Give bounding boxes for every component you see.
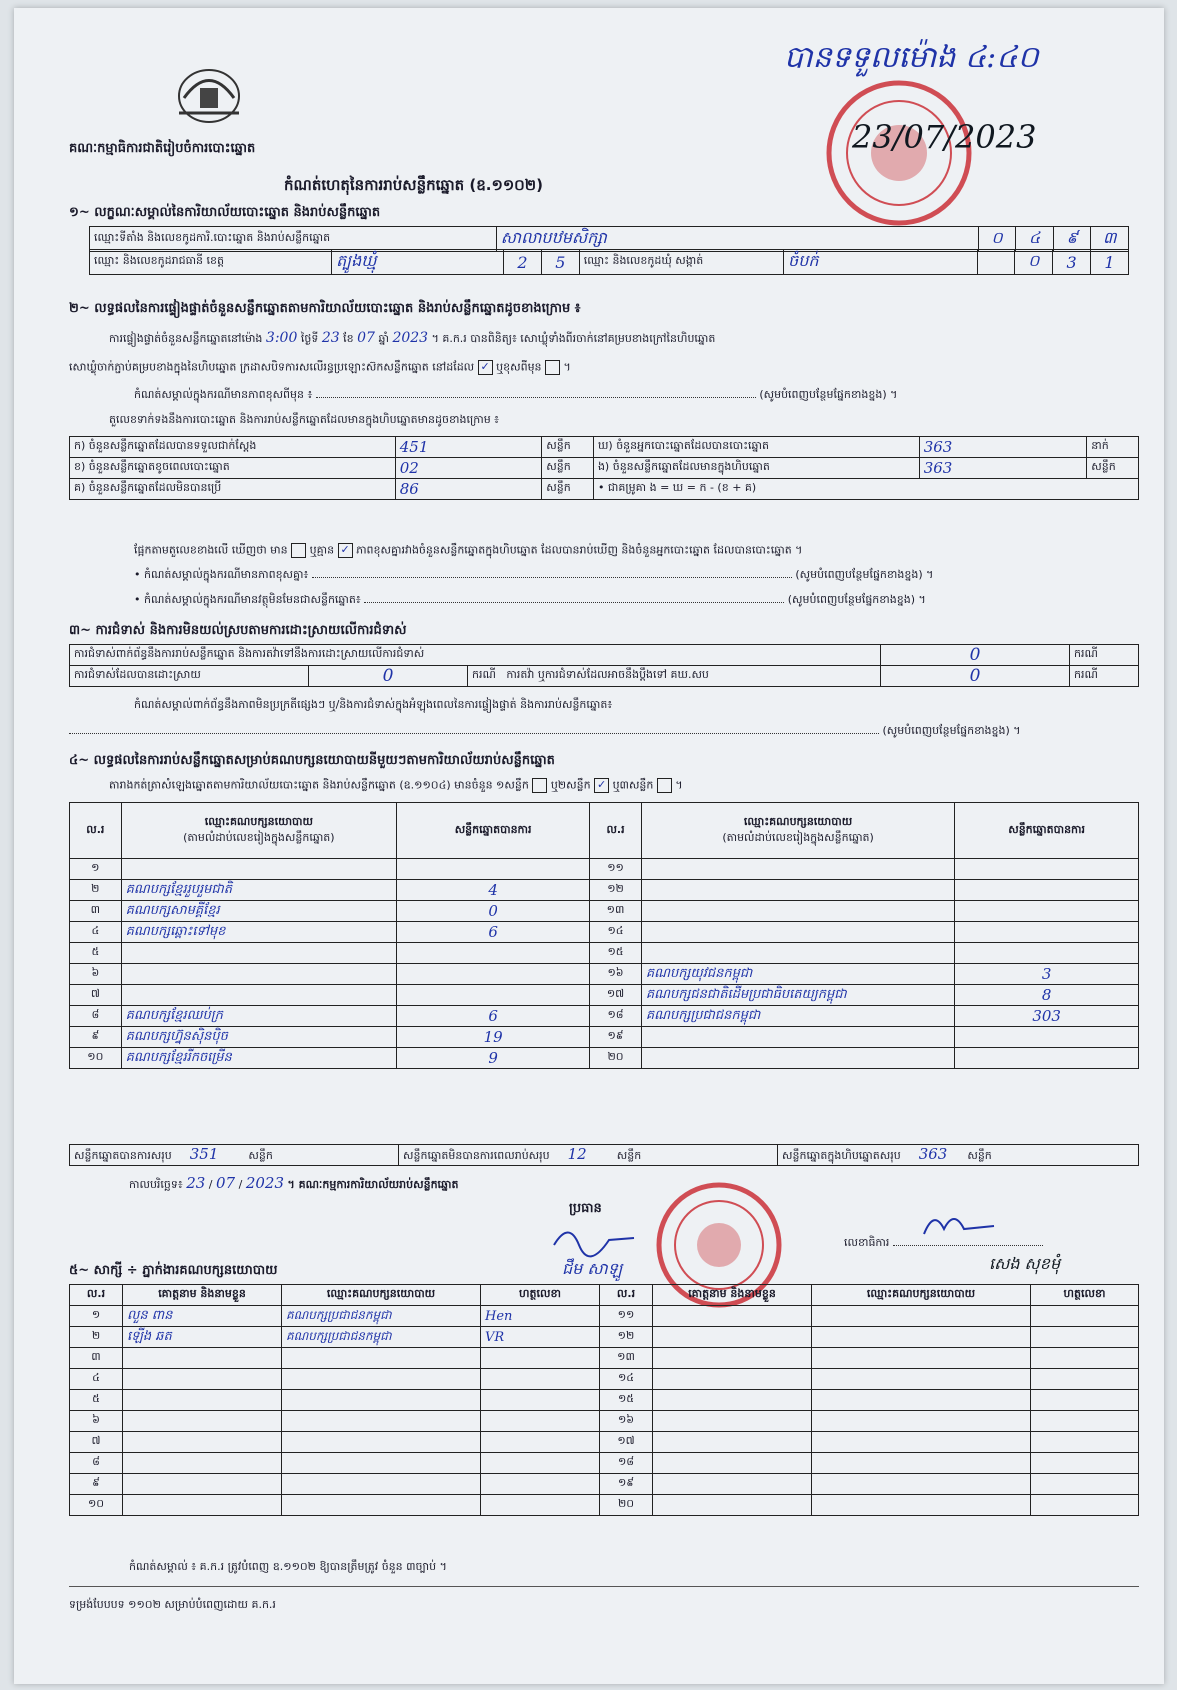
col-party-header: ឈ្មោះគណបក្សនយោបាយ [812,1285,1031,1306]
total-box-value: 363 [918,1145,948,1163]
irregularity-note: កំណត់សម្គាល់ពាក់ព័ន្ធនឹងភាពមិនប្រក្រតីផ្សេងៗ ឬ/និងការជំទាស់ក្នុងអំឡុងពេលនៃការផ្ទៀងផ្ទាត់ និងការរាប់សន្លឹកឆ្នោត៖ [134,698,613,711]
party-votes: 8 [955,985,1139,1006]
verification-text-end: ។ គ.ក.រ បានពិនិត្យ៖ សោឃ្លុំទាំងពីរចាក់នៅគម្របខាងក្រៅនៃហិបឆ្នោត [431,332,716,345]
witness-party [282,1348,481,1369]
col-no-header: ល.រ [70,1285,123,1306]
row-number: ៧ [70,1432,123,1453]
party-name: គណបក្សខ្មែររីកចម្រើន [121,1048,396,1069]
witness-name [123,1432,282,1453]
row-number: ១០ [70,1495,123,1516]
row-number: ១ [70,859,122,880]
party-votes [955,922,1139,943]
month-label: ខែ [343,332,354,345]
witness-name [653,1369,812,1390]
witness-name [123,1474,282,1495]
party-votes [955,1027,1139,1048]
witness-party [812,1432,1031,1453]
row-number: ១៦ [600,1411,653,1432]
col-votes-header: សន្លឹកឆ្នោតបានការ [397,803,590,859]
total-box-cell: សន្លឹកឆ្នោតក្នុងហិបឆ្នោតសរុប 363 សន្លឹក [778,1145,1139,1166]
table-row [70,1474,1139,1495]
witness-name [123,1348,282,1369]
row-number: ៨ [70,1453,123,1474]
party-votes: 0 [397,901,590,922]
table-row [70,1495,1139,1516]
col-name-header: គោត្តនាម និងនាមខ្លួន [653,1285,812,1306]
spoiled-ballots-label: ខ) ចំនួនសន្លឹកឆ្នោតខូចពេលបោះឆ្នោត [70,458,396,479]
table-row [70,1006,1139,1027]
witness-signature [1031,1327,1139,1348]
witness-signature [481,1495,600,1516]
two-sheets-label: ឬ២សន្លឹក [550,778,591,792]
witness-name [653,1348,812,1369]
received-ballots-value: 451 [395,437,542,458]
three-sheets-checkbox[interactable] [657,778,672,793]
location-code-digit: ៩ [1053,227,1091,252]
witness-party: គណបក្សប្រជាជនកម្ពុជា [282,1306,481,1327]
table-row [70,964,1139,985]
unit-label: នាក់ [1087,437,1139,458]
has-difference-label: ផ្អែកតាមតួលេខខាងលើ ឃើញថា មាន [134,543,288,557]
party-votes [397,985,590,1006]
party-name [641,1027,954,1048]
party-name [641,901,954,922]
nec-emblem-icon [164,58,254,128]
formula-label: • ជាគម្រូគា ង = ឃ = ក - (ខ + គ) [593,479,1138,500]
witness-party [812,1327,1031,1348]
unit-label: សន្លឹក [542,479,594,500]
province-label: ឈ្មោះ និងលេខកូដរាជធានី ខេត្ត [90,250,332,275]
one-sheet-checkbox[interactable] [532,778,547,793]
row-number: ១៩ [600,1474,653,1495]
unit-label: ករណី [1070,645,1139,666]
witness-party [282,1453,481,1474]
row-number: ១៣ [600,1348,653,1369]
col-sign-header: ហត្ថលេខា [1031,1285,1139,1306]
seal-text-end: ។ [563,360,571,374]
row-number: ៩ [70,1027,122,1048]
different-checkbox[interactable] [545,360,560,375]
results-table [69,802,1139,1069]
day-label: ថ្ងៃទី [300,332,319,345]
row-number: ២០ [590,1048,642,1069]
table-row [70,943,1139,964]
witness-party [812,1474,1031,1495]
party-votes [397,943,590,964]
row-number: ៨ [70,1006,122,1027]
difference-note-line [134,388,1134,404]
party-name [641,943,954,964]
voters-label: ឃ) ចំនួនអ្នកបោះឆ្នោតដែលបានបោះឆ្នោត [593,437,919,458]
unused-ballots-value: 86 [395,479,542,500]
party-name [641,880,954,901]
witness-name [123,1390,282,1411]
foreign-object-note-line [134,593,1134,609]
fill-more-note: (សូមបំពេញបន្ថែមផ្នែកខាងខ្នង) ។ [787,593,926,606]
party-name [121,943,396,964]
col-name-header: គោត្តនាម និងនាមខ្លួន [123,1285,282,1306]
province-code-digit: 2 [504,250,542,275]
party-votes [955,943,1139,964]
document-title: កំណត់ហេតុនៃការរាប់សន្លឹកឆ្នោត (ឧ.១១០២) [284,176,544,194]
row-number: ៧ [70,985,122,1006]
unit-label: សន្លឹក [1087,458,1139,479]
ballots-in-box-label: ង) ចំនួនសន្លឹកឆ្នោតដែលមានក្នុងហិបឆ្នោត [593,458,919,479]
unit-label: សន្លឹក [542,437,594,458]
witness-signature [1031,1495,1139,1516]
witness-party [812,1306,1031,1327]
witness-name [653,1306,812,1327]
col-no-header: ល.រ [70,803,122,859]
row-number: ១៨ [600,1453,653,1474]
location-code-digit: ៤ [1016,227,1054,252]
total-invalid-value: 12 [567,1145,587,1163]
section4-heading: ៤~ លទ្ធផលនៃការរាប់សន្លឹកឆ្នោតសម្រាប់គណបក្សនយោបាយនីមួយៗតាមការិយាល័យរាប់សន្លឹកឆ្នោត [69,753,555,768]
table-row [70,1027,1139,1048]
province-table [89,249,1129,275]
party-votes: 3 [955,964,1139,985]
witness-party [282,1474,481,1495]
party-votes [955,901,1139,922]
different-label: ឬខុសពីមុន [496,360,542,374]
witness-party [282,1369,481,1390]
col-votes-header: សន្លឹកឆ្នោតបានការ [955,803,1139,859]
table-row [70,859,1139,880]
row-number: ១៦ [590,964,642,985]
witness-signature [1031,1474,1139,1495]
footer-note: កំណត់សម្គាល់ ៖ គ.ក.រ ត្រូវបំពេញ ឧ.១១០២ ឱ្យបានត្រឹមត្រូវ ចំនួន ៣ច្បាប់ ។ [129,1560,447,1573]
col-party-header: ឈ្មោះគណបក្សនយោបាយ (តាមលំដាប់លេខរៀងក្នុងសន្លឹកឆ្នោត) [121,803,396,859]
witness-signature [481,1474,600,1495]
party-votes [955,1048,1139,1069]
foreign-object-note-label: • កំណត់សម្គាល់ក្នុងករណីមានវត្ថុមិនមែនជាសន្លឹកឆ្នោត៖ [134,593,361,606]
witness-party [812,1411,1031,1432]
witness-name [653,1411,812,1432]
witness-party [282,1390,481,1411]
row-number: ១២ [600,1327,653,1348]
chair-label: ប្រធាន [569,1201,602,1216]
party-name: គណបក្សហ្វ៊ុនស៊ិនប៉ិច [121,1027,396,1048]
three-sheets-label: ឬ៣សន្លឹក [612,778,654,792]
commune-code-digit: ០ [1015,250,1053,275]
section5-heading: ៥~ សាក្សី ÷ ភ្នាក់ងារគណបក្សនយោបាយ [69,1263,278,1278]
witness-signature [1031,1411,1139,1432]
table-row [70,1306,1139,1327]
row-number: ២ [70,880,122,901]
party-votes [955,880,1139,901]
table-row [70,1411,1139,1432]
secretary-name: សេង សុខមុំ [989,1254,1061,1273]
row-number: ១៧ [590,985,642,1006]
total-invalid-cell: សន្លឹកឆ្នោតមិនបានការពេលរាប់សរុប 12 សន្លឹក [399,1145,778,1166]
witness-signature: Hen [481,1306,600,1327]
unit-label: ករណី [472,668,496,681]
witness-name: ឡើង ឆត [123,1327,282,1348]
row-number: ១៧ [600,1432,653,1453]
received-note: បានទទួលម៉ោង ៤:៤០ [784,40,1039,75]
total-valid-value: 351 [189,1145,219,1163]
witness-name [123,1453,282,1474]
has-difference-checkbox[interactable] [291,543,306,558]
witness-signature [481,1390,600,1411]
row-number: ៥ [70,943,122,964]
col-party-header: ឈ្មោះគណបក្សនយោបាយ (តាមលំដាប់លេខរៀងក្នុងសន្លឹកឆ្នោត) [641,803,954,859]
witness-party [812,1495,1031,1516]
row-number: ១ [70,1306,123,1327]
signing-month: 07 [216,1174,236,1192]
party-votes [397,859,590,880]
complaints-label: ការជំទាស់ពាក់ព័ន្ធនឹងការរាប់សន្លឹកឆ្នោត និងការតវ៉ាទៅនឹងការដោះស្រាយលើការជំទាស់ [70,645,881,666]
witness-name [123,1495,282,1516]
witness-name [653,1327,812,1348]
tally-sheet-text: តារាងកត់ត្រាសំឡេងឆ្នោតតាមការិយាល័យបោះឆ្នោត និងរាប់សន្លឹកឆ្នោត (ឧ.១១០៤) មានចំនួន ១សន្លឹក [109,778,529,792]
figures-intro: តួលេខទាក់ទងនឹងការបោះឆ្នោត និងការរាប់សន្លឹកឆ្នោតដែលមានក្នុងហិបឆ្នោតមានដូចខាងក្រោម ៖ [109,413,500,426]
seal-text: សោឃ្លុំចាក់ភ្ជាប់គម្របខាងក្នុងនៃហិបឆ្នោត ក្រដាសបិទការសលើរន្ធប្រឡោះស៊កសន្លឹកឆ្នោត នៅដដែល [69,360,475,374]
table-row [70,1390,1139,1411]
appeals-label: ការតវ៉ា ឬការជំទាស់ដែលអាចនឹងប្តឹងទៅ គឃ.សប [506,668,709,681]
unit-label: ករណី [1070,666,1139,687]
province-name: ត្បូងឃ្មុំ [336,251,377,270]
verification-month: 07 [357,330,375,346]
unit-label: សន្លឹក [542,458,594,479]
witness-signature [481,1369,600,1390]
location-name: សាលាបឋមសិក្សា [500,228,607,247]
witness-signature [481,1348,600,1369]
secretary-label: លេខាធិការ [844,1236,890,1249]
row-number: ២០ [600,1495,653,1516]
witness-party [812,1369,1031,1390]
row-number: ១៨ [590,1006,642,1027]
no-difference-label: ឬគ្មាន [309,543,335,557]
fill-more-note: (សូមបំពេញបន្ថែមផ្នែកខាងខ្នង) ។ [882,724,1021,737]
location-label: ឈ្មោះទីតាំង និងលេខកូដការិ.បោះឆ្នោត និងរាប់សន្លឹកឆ្នោត [90,227,497,252]
row-number: ៦ [70,1411,123,1432]
difference-line [134,543,802,560]
ballots-in-box-value: 363 [919,458,1087,479]
ballot-figures-table [69,436,1139,500]
unused-ballots-label: គ) ចំនួនសន្លឹកឆ្នោតដែលមិនបានប្រើ [70,479,396,500]
difference-note-label: កំណត់សម្គាល់ក្នុងករណីមានភាពខុសពីមុន ៖ [134,388,313,401]
witness-signature [1031,1432,1139,1453]
witness-signature: VR [481,1327,600,1348]
witness-party [812,1390,1031,1411]
received-date: 23/07/2023 [852,118,1037,156]
verification-year: 2023 [392,330,429,346]
witness-name [123,1369,282,1390]
row-number: ៤ [70,922,122,943]
verification-text: ការផ្ទៀងផ្ទាត់ចំនួនសន្លឹកឆ្នោតនៅម៉ោង [109,332,263,345]
party-name [641,859,954,880]
party-name [641,922,954,943]
party-votes: 6 [397,1006,590,1027]
complaints-value: 0 [969,645,981,665]
party-name: គណបក្សយុវជនកម្ពុជា [641,964,954,985]
witness-signature [481,1432,600,1453]
commune-label: ឈ្មោះ និងលេខកូដឃុំ សង្កាត់ [579,250,783,275]
commune-name: ចំបក់ [788,251,819,270]
signing-day: 23 [186,1174,206,1192]
witnesses-table [69,1284,1139,1516]
row-number: ១៣ [590,901,642,922]
col-sign-header: ហត្ថលេខា [481,1285,600,1306]
party-votes: 9 [397,1048,590,1069]
table-row [70,1453,1139,1474]
totals-table [69,1144,1139,1166]
location-code-digit: ៣ [1091,227,1129,252]
row-number: ១៥ [600,1390,653,1411]
section3-heading: ៣~ ការជំទាស់ និងការមិនយល់ស្របតាមការដោះស្រាយលើការជំទាស់ [69,623,407,638]
discrepancy-note-label: • កំណត់សម្គាល់ក្នុងករណីមានភាពខុសគ្នា៖ [134,568,309,581]
party-votes: 303 [955,1006,1139,1027]
witness-party [282,1432,481,1453]
commune-code-digit: 1 [1091,250,1129,275]
party-name [121,859,396,880]
verification-paragraph [109,330,1139,348]
row-number: ១៥ [590,943,642,964]
row-number: ៣ [70,901,122,922]
witness-party: គណបក្សប្រជាជនកម្ពុជា [282,1327,481,1348]
party-name: គណបក្សជនជាតិដើមប្រជាធិបតេយ្យកម្ពុជា [641,985,954,1006]
location-code-digit: ០ [978,227,1016,252]
form-label: ទម្រង់បែបបទ ១១០២ សម្រាប់បំពេញដោយ គ.ក.រ [69,1598,276,1611]
col-no-header: ល.រ [600,1285,653,1306]
complaints-table [69,644,1139,687]
witness-signature [1031,1390,1139,1411]
witness-signature [1031,1453,1139,1474]
voters-value: 363 [919,437,1087,458]
chair-signature-icon [549,1220,639,1260]
section2-heading: ២~ លទ្ធផលនៃការផ្ទៀងផ្ទាត់ចំនួនសន្លឹកឆ្នោតតាមការិយាល័យបោះឆ្នោត និងរាប់សន្លឹកឆ្នោតដូចខាងក្រោម ៖ [69,301,581,316]
row-number: ១១ [600,1306,653,1327]
table-row [70,922,1139,943]
two-sheets-checkbox[interactable]: ✓ [594,778,609,793]
row-number: ១៤ [590,922,642,943]
irregularity-fill-line [69,724,1139,740]
row-number: ២ [70,1327,123,1348]
table-row [70,880,1139,901]
witness-signature [481,1453,600,1474]
verification-time: 3:00 [265,330,298,346]
table-row [70,985,1139,1006]
committee-label: ។ គណៈកម្មការការិយាល័យរាប់សន្លឹកឆ្នោត [287,1178,459,1191]
party-votes: 4 [397,880,590,901]
witness-party [812,1453,1031,1474]
witness-name [653,1432,812,1453]
party-name [121,964,396,985]
witness-name [653,1474,812,1495]
witness-name [123,1411,282,1432]
row-number: ១៩ [590,1027,642,1048]
province-code-digit: 5 [541,250,579,275]
party-name: គណបក្សប្រជាជនកម្ពុជា [641,1006,954,1027]
party-name: គណបក្សសាមគ្គីខ្មែរ [121,901,396,922]
fill-more-note: (សូមបំពេញបន្ថែមផ្នែកខាងខ្នង) ។ [795,568,934,581]
row-number: ១០ [70,1048,122,1069]
witness-name [653,1453,812,1474]
same-checkbox[interactable]: ✓ [478,360,493,375]
witness-party [282,1495,481,1516]
org-name: គណៈកម្មាធិការជាតិរៀបចំការបោះឆ្នោត [69,141,256,156]
party-votes [397,964,590,985]
party-name [641,1048,954,1069]
table-row [70,1348,1139,1369]
witness-party [812,1348,1031,1369]
appeals-value: 0 [969,666,981,686]
row-number: ១១ [590,859,642,880]
witness-signature [1031,1369,1139,1390]
witness-name: លួន ពាន [123,1306,282,1327]
date-label: កាលបរិច្ឆេទ៖ [129,1178,183,1191]
discrepancy-note-line [134,568,1134,584]
no-difference-checkbox[interactable]: ✓ [338,543,353,558]
witness-signature [1031,1348,1139,1369]
row-number: ៣ [70,1348,123,1369]
table-row [70,1327,1139,1348]
signing-date-line: កាលបរិច្ឆេទ៖ 23 / 07 / 2023 ។ គណៈកម្មការការិយាល័យរាប់សន្លឹកឆ្នោត [129,1174,459,1192]
party-name [121,985,396,1006]
total-valid-cell: សន្លឹកឆ្នោតបានការសរុប 351 សន្លឹក [70,1145,399,1166]
witness-party [282,1411,481,1432]
row-number: ៩ [70,1474,123,1495]
table-row [70,1369,1139,1390]
resolved-value: 0 [382,666,394,686]
tally-sheet-end: ។ [675,778,683,792]
row-number: ១៤ [600,1369,653,1390]
row-number: ១២ [590,880,642,901]
table-row [70,1432,1139,1453]
commune-code-digit: 3 [1053,250,1091,275]
row-number: ៤ [70,1369,123,1390]
witness-name [653,1390,812,1411]
col-no-header: ល.រ [590,803,642,859]
year-label: ឆ្នាំ [378,332,389,345]
witness-signature [481,1411,600,1432]
difference-text: ភាពខុសគ្នារវាងចំនួនសន្លឹកឆ្នោតក្នុងហិបឆ្នោត ដែលបានរាប់ឃើញ និងចំនួនអ្នកបោះឆ្នោត ដែលបានបោះឆ្នោត ។ [356,543,803,557]
spoiled-ballots-value: 02 [395,458,542,479]
document-page [14,8,1164,1684]
resolved-label: ការជំទាស់ដែលបានដោះស្រាយ [70,666,309,687]
secretary-signature-icon [919,1204,999,1244]
col-party-header: ឈ្មោះគណបក្សនយោបាយ [282,1285,481,1306]
party-votes: 19 [397,1027,590,1048]
witness-name [653,1495,812,1516]
party-name: គណបក្សឆ្ពោះទៅមុខ [121,922,396,943]
row-number: ៥ [70,1390,123,1411]
party-votes [955,859,1139,880]
fill-more-note: (សូមបំពេញបន្ថែមផ្នែកខាងខ្នង) ។ [759,388,898,401]
chair-name: ជឹម សាឡូ [562,1259,623,1278]
party-name: គណបក្សខ្មែរឈប់ក្រ [121,1006,396,1027]
table-row [70,1048,1139,1069]
signing-year: 2023 [245,1174,284,1192]
received-ballots-label: ក) ចំនួនសន្លឹកឆ្នោតដែលបានទទួលជាក់ស្តែង [70,437,396,458]
party-votes: 6 [397,922,590,943]
section1-heading: ១~ លក្ខណៈសម្គាល់នៃការិយាល័យបោះឆ្នោត និងរាប់សន្លឹកឆ្នោត [69,205,381,220]
row-number: ៦ [70,964,122,985]
table-row [70,901,1139,922]
seal-paragraph [69,360,571,377]
witness-signature [1031,1306,1139,1327]
tally-sheet-line [109,778,683,795]
party-name: គណបក្សខ្មែររួបរួមជាតិ [121,880,396,901]
verification-day: 23 [321,330,340,346]
